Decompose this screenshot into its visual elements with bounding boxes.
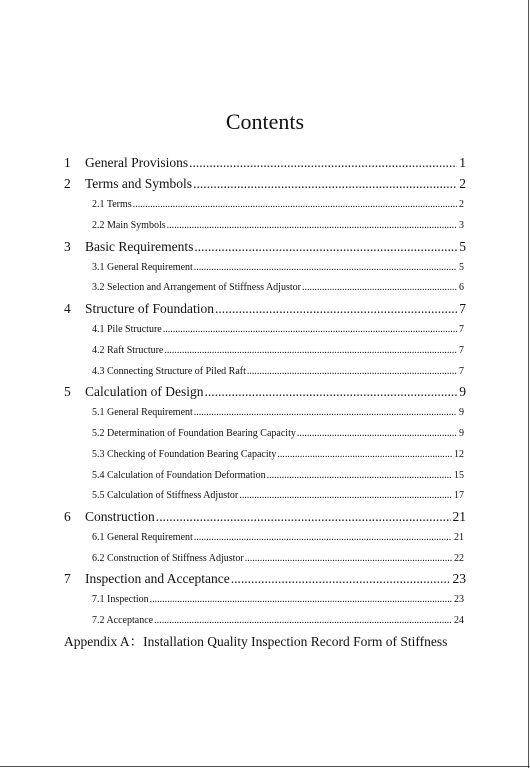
toc-entry-chapter-3[interactable] bbox=[64, 238, 466, 256]
toc-entry-section-2-2[interactable] bbox=[92, 219, 464, 233]
toc-entry-section-2-1[interactable] bbox=[92, 198, 464, 212]
dot-leader bbox=[204, 383, 457, 401]
toc-entry-section-4-3[interactable] bbox=[92, 365, 464, 379]
toc-entry-page: 5 bbox=[459, 262, 464, 273]
toc-entry-section-7-1[interactable] bbox=[92, 593, 464, 607]
toc-entry-title: 5.5 Calculation of Stiffness Adjustor bbox=[92, 490, 239, 501]
toc-entry-title: 7.1 Inspection bbox=[92, 594, 149, 605]
dot-leader bbox=[156, 508, 451, 526]
dot-leader bbox=[215, 300, 457, 318]
toc-entry-page: 21 bbox=[454, 532, 464, 543]
toc-entry-section-4-2[interactable] bbox=[92, 344, 464, 358]
dot-leader bbox=[164, 344, 457, 358]
toc-entry-title: 3.2 Selection and Arrangement of Stiffness Adjustor bbox=[92, 282, 301, 293]
toc-entry-page: 24 bbox=[454, 615, 464, 626]
toc-entry-number: 7 bbox=[64, 571, 71, 586]
dot-leader bbox=[193, 175, 457, 193]
toc-entry-page: 5 bbox=[459, 239, 466, 254]
dot-leader bbox=[245, 552, 452, 566]
toc-entry-page: 3 bbox=[459, 220, 464, 231]
toc-entry-title: Terms and Symbols bbox=[85, 176, 193, 191]
toc-entry-chapter-6[interactable] bbox=[64, 508, 466, 526]
toc-entry-chapter-5[interactable] bbox=[64, 383, 466, 401]
toc-entry-title: 6.1 General Requirement bbox=[92, 532, 193, 543]
dot-leader bbox=[150, 593, 452, 607]
toc-entry-title: 7.2 Acceptance bbox=[92, 615, 154, 626]
toc-entry-section-4-1[interactable] bbox=[92, 323, 464, 337]
toc-entry-section-5-4[interactable] bbox=[92, 469, 464, 483]
toc-entry-page: 9 bbox=[459, 384, 466, 399]
toc-entry-number: 6 bbox=[64, 509, 71, 524]
toc-entry-title: 5.1 General Requirement bbox=[92, 407, 193, 418]
dot-leader bbox=[239, 489, 452, 503]
toc-entry-title: 2.1 Terms bbox=[92, 199, 132, 210]
toc-entry-section-3-2[interactable] bbox=[92, 281, 464, 295]
toc-entry-title: 5.3 Checking of Foundation Bearing Capacity bbox=[92, 449, 277, 460]
toc-entry-page: 2 bbox=[459, 176, 466, 191]
toc-entry-chapter-2[interactable] bbox=[64, 175, 466, 193]
toc-entry-chapter-4[interactable] bbox=[64, 300, 466, 318]
toc-entry-title: Structure of Foundation bbox=[85, 301, 214, 316]
dot-leader bbox=[302, 281, 457, 295]
toc-entry-page: 9 bbox=[459, 407, 464, 418]
dot-leader bbox=[194, 238, 457, 256]
toc-entry-section-6-2[interactable] bbox=[92, 552, 464, 566]
toc-entry-title: Basic Requirements bbox=[85, 239, 194, 254]
toc-entry-number: 5 bbox=[64, 384, 71, 399]
toc-entry-page: 2 bbox=[459, 199, 464, 210]
toc-entry-title: Calculation of Design bbox=[85, 384, 204, 399]
toc-entry-page: 7 bbox=[459, 366, 464, 377]
toc-entry-page: 22 bbox=[454, 553, 464, 564]
toc-entry-appendix-a[interactable]: Appendix A：Installation Quality Inspection Record Form of Stiffness bbox=[64, 634, 448, 649]
toc-entry-page: 12 bbox=[454, 449, 464, 460]
toc-entry-title: 5.2 Determination of Foundation Bearing Capacity bbox=[92, 428, 296, 439]
toc-entry-section-6-1[interactable] bbox=[92, 531, 464, 545]
toc-entry-section-3-1[interactable] bbox=[92, 261, 464, 275]
dot-leader bbox=[277, 448, 452, 462]
toc-entry-page: 15 bbox=[454, 470, 464, 481]
toc-entry-page: 23 bbox=[454, 594, 464, 605]
toc-entry-section-5-2[interactable] bbox=[92, 427, 464, 441]
dot-leader bbox=[167, 219, 457, 233]
toc-entry-number: 4 bbox=[64, 301, 71, 316]
toc-entry-title: Construction bbox=[85, 509, 155, 524]
toc-entry-page: 7 bbox=[459, 301, 466, 316]
toc-entry-number: 1 bbox=[64, 155, 71, 170]
toc-entry-number: 3 bbox=[64, 239, 71, 254]
toc-entry-title: 4.1 Pile Structure bbox=[92, 324, 162, 335]
dot-leader bbox=[163, 323, 457, 337]
toc-entry-title: 5.4 Calculation of Foundation Deformation bbox=[92, 470, 266, 481]
toc-entry-page: 7 bbox=[459, 345, 464, 356]
toc-entry-chapter-1[interactable] bbox=[64, 154, 466, 172]
toc-entry-title: Inspection and Acceptance bbox=[85, 571, 230, 586]
toc-entry-page: 9 bbox=[459, 428, 464, 439]
dot-leader bbox=[194, 261, 457, 275]
dot-leader bbox=[194, 406, 457, 420]
toc-entry-section-5-3[interactable] bbox=[92, 448, 464, 462]
dot-leader bbox=[133, 198, 457, 212]
dot-leader bbox=[247, 365, 457, 379]
toc-entry-page: 1 bbox=[459, 155, 466, 170]
toc-entry-page: 7 bbox=[459, 324, 464, 335]
page-title: Contents bbox=[225, 109, 305, 134]
dot-leader bbox=[267, 469, 452, 483]
dot-leader bbox=[154, 614, 452, 628]
toc-entry-title: 4.2 Raft Structure bbox=[92, 345, 164, 356]
dot-leader bbox=[231, 570, 451, 588]
toc-entry-title: 6.2 Construction of Stiffness Adjustor bbox=[92, 553, 244, 564]
toc-entry-page: 17 bbox=[454, 490, 464, 501]
toc-entry-number: 2 bbox=[64, 176, 71, 191]
dot-leader bbox=[194, 531, 452, 545]
toc-entry-page: 21 bbox=[452, 509, 466, 524]
toc-entry-chapter-7[interactable] bbox=[64, 570, 466, 588]
toc-entry-page: 6 bbox=[459, 282, 464, 293]
toc-entry-title: 3.1 General Requirement bbox=[92, 262, 193, 273]
dot-leader bbox=[189, 154, 457, 172]
toc-entry-title: 4.3 Connecting Structure of Piled Raft bbox=[92, 366, 246, 377]
toc-entry-section-5-1[interactable] bbox=[92, 406, 464, 420]
toc-entry-section-5-5[interactable] bbox=[92, 489, 464, 503]
toc-entry-title: 2.2 Main Symbols bbox=[92, 220, 166, 231]
toc-entry-page: 23 bbox=[452, 571, 466, 586]
toc-entry-title: General Provisions bbox=[85, 155, 189, 170]
toc-entry-section-7-2[interactable] bbox=[92, 614, 464, 628]
dot-leader bbox=[297, 427, 457, 441]
